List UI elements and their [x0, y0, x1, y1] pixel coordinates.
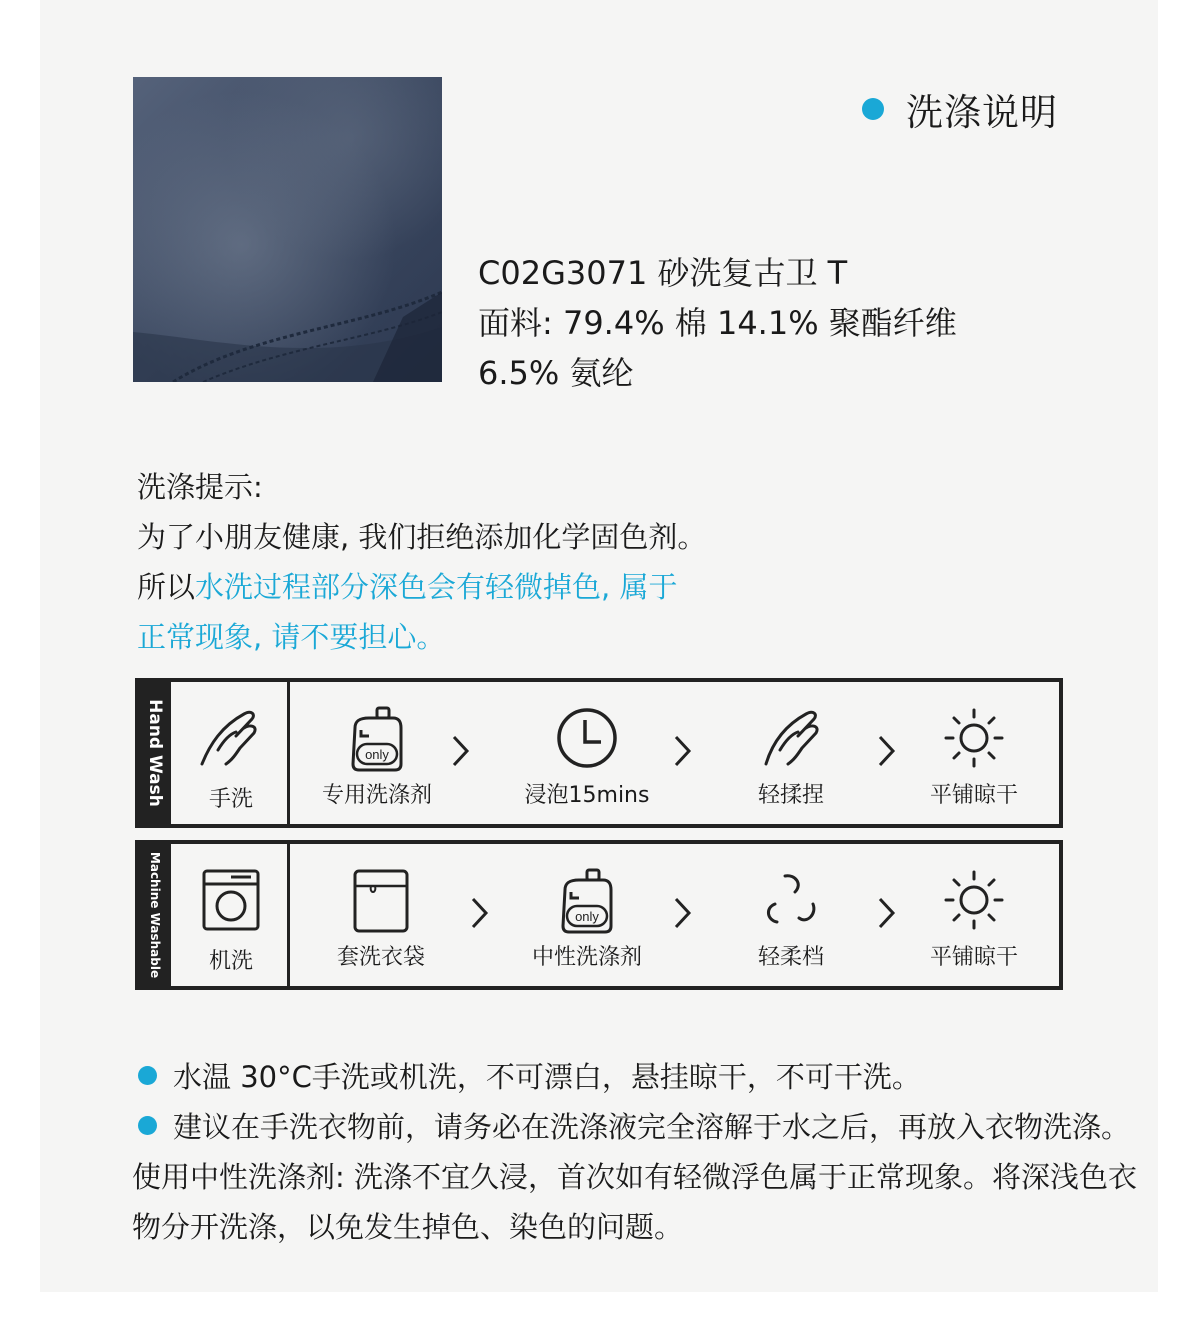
care-notes [132, 1052, 1142, 1252]
care-note-text: 建议在手洗衣物前，请务必在洗涤液完全溶解于水之后，再放入衣物洗涤。使用中性洗涤剂: 洗涤不宜久浸，首次如有轻微浮色属于正常现象。将深浅色衣物分开洗涤，以免发生掉色、染色的问题。 [132, 1110, 1137, 1244]
gentle-cycle-icon [759, 868, 823, 932]
hand-wash-label: 手洗 [208, 787, 253, 812]
machine-wash-panel [135, 840, 1063, 990]
tips-text: 所以 [137, 570, 196, 604]
chevron-right-icon [672, 896, 694, 930]
step-neutral-detergent [507, 844, 667, 986]
hand-icon [756, 706, 826, 770]
detergent-bottle-icon [347, 706, 407, 772]
fabric-composition: 面料: 79.4% 棉 14.1% 聚酯纤维 [478, 304, 957, 342]
step-label: 轻柔档 [757, 945, 824, 970]
laundry-bag-icon [351, 868, 411, 934]
tips-highlight-line-3: 正常现象, 请不要担心。 [137, 620, 446, 654]
bullet-dot [138, 1116, 157, 1135]
chevron-right-icon [450, 734, 472, 768]
step-label: 轻揉捏 [757, 783, 824, 808]
step-label: 中性洗涤剂 [531, 945, 642, 970]
step-knead [711, 682, 871, 824]
title-bullet-dot [862, 98, 884, 120]
step-laundry-bag [301, 844, 461, 986]
step-label: 套洗衣袋 [336, 945, 425, 970]
clock-icon [555, 706, 619, 770]
machine-wash-side-label: Machine Washable [139, 844, 171, 986]
washing-tips [137, 462, 706, 662]
chevron-right-icon [672, 734, 694, 768]
step-label: 浸泡15mins [524, 783, 650, 808]
care-note-text: 水温 30°C手洗或机洗，不可漂白，悬挂晾干，不可干洗。 [173, 1060, 921, 1094]
sun-icon [942, 868, 1006, 932]
divider [287, 682, 290, 824]
divider [287, 844, 290, 986]
step-dry-flat [894, 844, 1054, 986]
fabric-photo [133, 77, 442, 382]
sun-icon [942, 706, 1006, 770]
step-label: 平铺晾干 [929, 783, 1018, 808]
product-name: C02G3071 砂洗复古卫 T [478, 254, 848, 292]
tips-highlight: 水洗过程部分深色会有轻微掉色, 属于 [195, 570, 678, 604]
section-title [862, 82, 1058, 136]
step-soak [507, 682, 667, 824]
hand-wash-side-label: Hand Wash [139, 682, 171, 824]
svg-text:only: only [365, 747, 389, 762]
page-title: 洗涤说明 [906, 91, 1058, 134]
fabric-composition-cont: 6.5% 氨纶 [478, 354, 634, 392]
chevron-right-icon [469, 896, 491, 930]
hand-wash-panel [135, 678, 1063, 828]
hand-icon [196, 706, 266, 770]
care-note-1 [132, 1052, 1142, 1102]
step-gentle-cycle [711, 844, 871, 986]
detergent-bottle-icon [557, 868, 617, 934]
machine-wash-label: 机洗 [208, 949, 253, 974]
step-detergent [297, 682, 457, 824]
bullet-dot [138, 1066, 157, 1085]
step-dry-flat [894, 682, 1054, 824]
tips-line-1: 为了小朋友健康, 我们拒绝添加化学固色剂。 [137, 520, 707, 554]
tips-heading: 洗涤提示: [137, 470, 263, 504]
step-label: 平铺晾干 [929, 945, 1018, 970]
svg-text:only: only [575, 909, 599, 924]
tips-line-2 [137, 562, 706, 612]
step-label: 专用洗涤剂 [321, 783, 432, 808]
product-info [478, 248, 957, 398]
washing-machine-icon [201, 868, 261, 932]
care-note-2 [132, 1102, 1142, 1252]
